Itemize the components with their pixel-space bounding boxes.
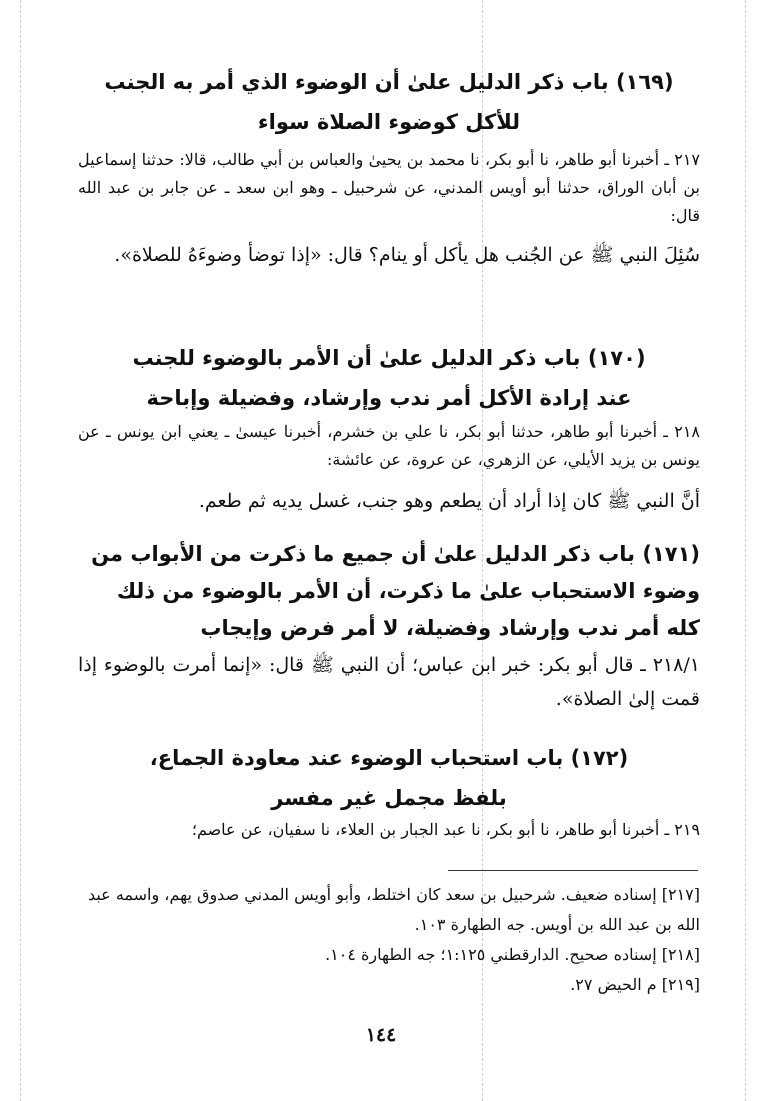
hadith-isnad-219: ٢١٩ ـ أخبرنا أبو طاهر، نا أبو بكر، نا عبد الجبار بن العلاء، نا سفيان، عن عاصم؛	[191, 820, 700, 839]
chapter-heading-line: (١٧٢) باب استحباب الوضوء عند معاودة الجماع،	[149, 746, 629, 770]
hadith-isnad-218: ٢١٨ ـ أخبرنا أبو طاهر، حدثنا أبو بكر، نا علي بن خشرم، أخبرنا عيسىٰ ـ يعني ابن يونس ـ عن يونس بن يزيد الأيلي، عن الزهري، عن عروة، عن عائشة:	[78, 422, 700, 469]
hadith-matn-218: أنَّ النبي ﷺ كان إذا أراد أن يطعم وهو جنب، غسل يديه ثم طعم.	[198, 490, 700, 512]
chapter-heading-line: (١٦٩) باب ذكر الدليل علىٰ أن الوضوء الذي أمر به الجنب	[104, 70, 674, 94]
chapter-heading-line: بلفظ مجمل غير مفسر	[271, 786, 507, 810]
footnote-218: [٢١٨] إسناده صحيح. الدارقطني ١:١٢٥؛ جه الطهارة ١٠٤.	[325, 945, 700, 964]
hadith-matn-218-1: ٢١٨/١ ـ قال أبو بكر: خبر ابن عباس؛ أن النبي ﷺ قال: «إنما أمرت بالوضوء إذا قمت إلىٰ الصلاة».	[78, 654, 700, 710]
chapter-heading-line: (١٧٠) باب ذكر الدليل علىٰ أن الأمر بالوضوء للجنب	[132, 346, 646, 370]
chapter-heading-172	[78, 738, 700, 818]
footnotes	[78, 880, 700, 1000]
footnote-219: [٢١٩] م الحيض ٢٧.	[570, 975, 700, 994]
footnote-217: [٢١٧] إسناده ضعيف. شرحبيل بن سعد كان اختلط، وأبو أويس المدني صدوق يهم، واسمه عبد الله بن عبد الله بن أويس. جه الطهارة ١٠٣.	[87, 885, 700, 934]
scan-margin-line-left	[20, 0, 21, 1101]
hadith-isnad-217: ٢١٧ ـ أخبرنا أبو طاهر، نا أبو بكر، نا محمد بن يحيىٰ والعباس بن أبي طالب، قالا: حدثنا إسماعيل بن أبان الوراق، حدثنا أبو أويس المدني، عن شرحبيل ـ وهو ابن سعد ـ عن جابر بن عبد الله قال:	[78, 150, 700, 225]
chapter-heading-169	[78, 62, 700, 142]
chapter-heading-170	[78, 338, 700, 418]
scan-margin-line-right	[745, 0, 746, 1101]
page-number: ١٤٤	[365, 1024, 397, 1046]
chapter-heading-line: عند إرادة الأكل أمر ندب وإرشاد، وفضيلة وإباحة	[146, 386, 632, 410]
hadith-matn-217: سُئِلَ النبي ﷺ عن الجُنب هل يأكل أو ينام؟ قال: «إذا توضأ وضوءَهُ للصلاة».	[114, 244, 700, 266]
chapter-heading-171: (١٧١) باب ذكر الدليل علىٰ أن جميع ما ذكرت من الأبواب من وضوء الاستحباب علىٰ ما ذكرت، أن الأمر بالوضوء من ذلك كله أمر ندب وإرشاد وفضيلة، لا أمر فرض وإيجاب	[91, 542, 700, 640]
footnote-separator	[448, 870, 698, 871]
chapter-heading-line: للأكل كوضوء الصلاة سواء	[257, 110, 521, 134]
